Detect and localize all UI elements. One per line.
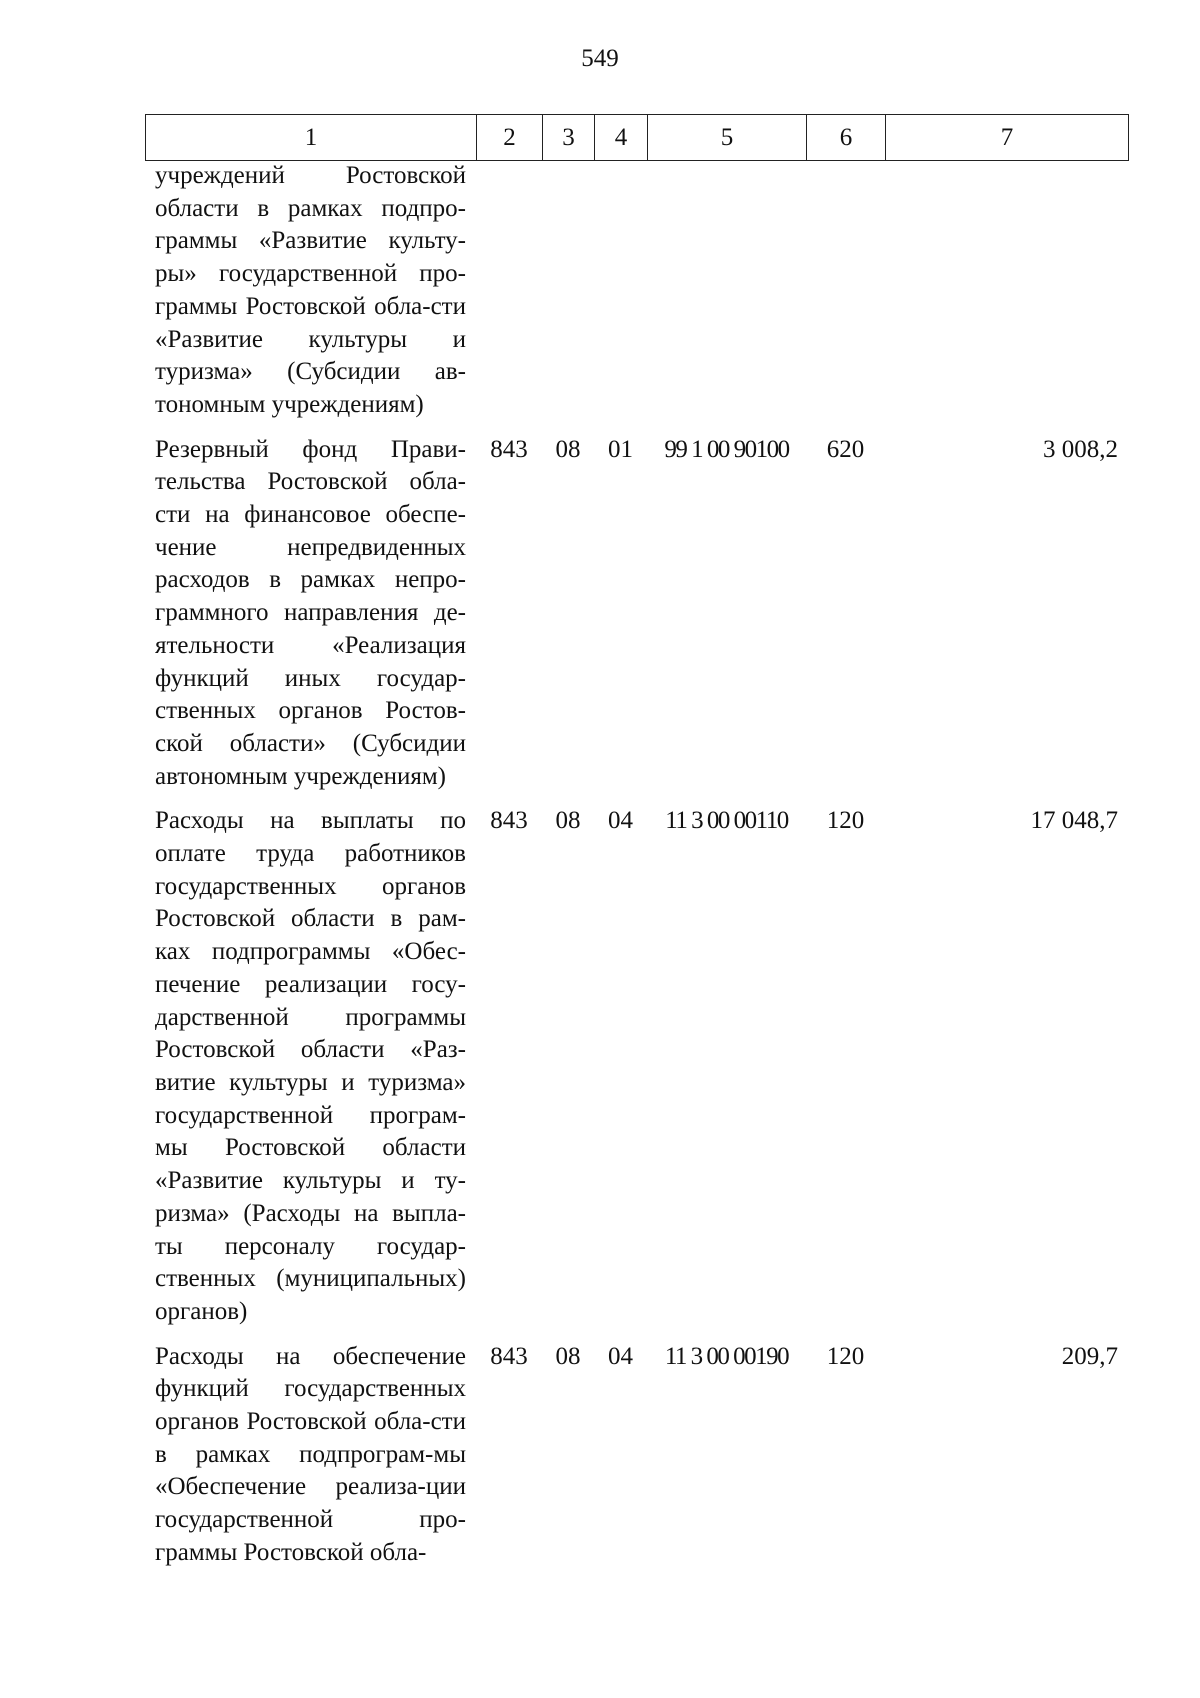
row-description: Резервный фонд Прави-тельства Ростовской обла-сти на финансовое обеспе-чение непредвиденных расходов в рамках непро-граммного направления де-ятельности «Реализация функций иных государ-ственных органов Ростов-ской области» (Субсидии автономным учреждениям) xyxy=(155,435,466,790)
table-body xyxy=(145,160,1128,1570)
row-type: 120 xyxy=(826,1342,865,1370)
row-description-cell xyxy=(145,160,476,434)
row-target: 11 3 00 00110 xyxy=(665,807,788,835)
row-description-cell xyxy=(145,434,476,806)
row-target: 11 3 00 00190 xyxy=(664,1342,789,1370)
table-row xyxy=(145,160,1128,434)
row-subsection: 01 xyxy=(608,435,633,463)
row-type: 620 xyxy=(826,435,865,463)
row-target: 99 1 00 90100 xyxy=(664,435,789,463)
row-amount: 3 008,2 xyxy=(1043,435,1118,463)
column-header: 5 xyxy=(648,115,807,161)
column-header: 7 xyxy=(886,115,1129,161)
column-header: 1 xyxy=(146,115,477,161)
column-header: 2 xyxy=(477,115,543,161)
row-code xyxy=(476,160,542,434)
row-section: 08 xyxy=(555,435,581,463)
row-amount: 17 048,7 xyxy=(1030,807,1118,835)
header-row xyxy=(146,115,1129,161)
row-section: 08 xyxy=(555,807,581,835)
row-type xyxy=(806,160,885,434)
column-header: 6 xyxy=(807,115,886,161)
table-row xyxy=(145,1341,1128,1570)
row-description-cell xyxy=(145,1341,476,1570)
row-subsection xyxy=(594,160,647,434)
row-section xyxy=(542,160,594,434)
row-code: 843 xyxy=(490,807,528,835)
column-header: 3 xyxy=(543,115,595,161)
row-description: учреждений Ростовской области в рамках подпро-граммы «Развитие культу-ры» государственной про-граммы Ростовской обла-сти «Развитие культуры и туризма» (Субсидии ав-тономным учреждениям) xyxy=(155,162,466,418)
table-row xyxy=(145,805,1128,1340)
table-row xyxy=(145,434,1128,806)
row-amount: 209,7 xyxy=(1061,1342,1118,1370)
row-type: 120 xyxy=(826,807,865,835)
row-code: 843 xyxy=(490,435,528,463)
row-section: 08 xyxy=(555,1342,581,1370)
row-description: Расходы на выплаты по оплате труда работников государственных органов Ростовской области в рам-ках подпрограммы «Обес-печение реализации госу-дарственной программы Ростовской области «Раз-витие культуры и туризма» государственной програм-мы Ростовской области «Развитие культуры и ту-ризма» (Расходы на выпла-ты персоналу государ-ственных (муниципальных) органов) xyxy=(155,807,466,1325)
row-target xyxy=(647,160,806,434)
row-code: 843 xyxy=(490,1342,528,1370)
row-subsection: 04 xyxy=(608,1342,633,1370)
row-subsection: 04 xyxy=(608,807,633,835)
page-number: 549 xyxy=(581,45,619,72)
column-header: 4 xyxy=(595,115,648,161)
table-header xyxy=(145,114,1129,161)
row-description-cell xyxy=(145,805,476,1340)
row-amount xyxy=(885,160,1128,434)
row-description: Расходы на обеспечение функций государственных органов Ростовской обла-сти в рамках подпрограм-мы «Обеспечение реализа-ции государственной про-граммы Ростовской обла- xyxy=(155,1342,466,1566)
